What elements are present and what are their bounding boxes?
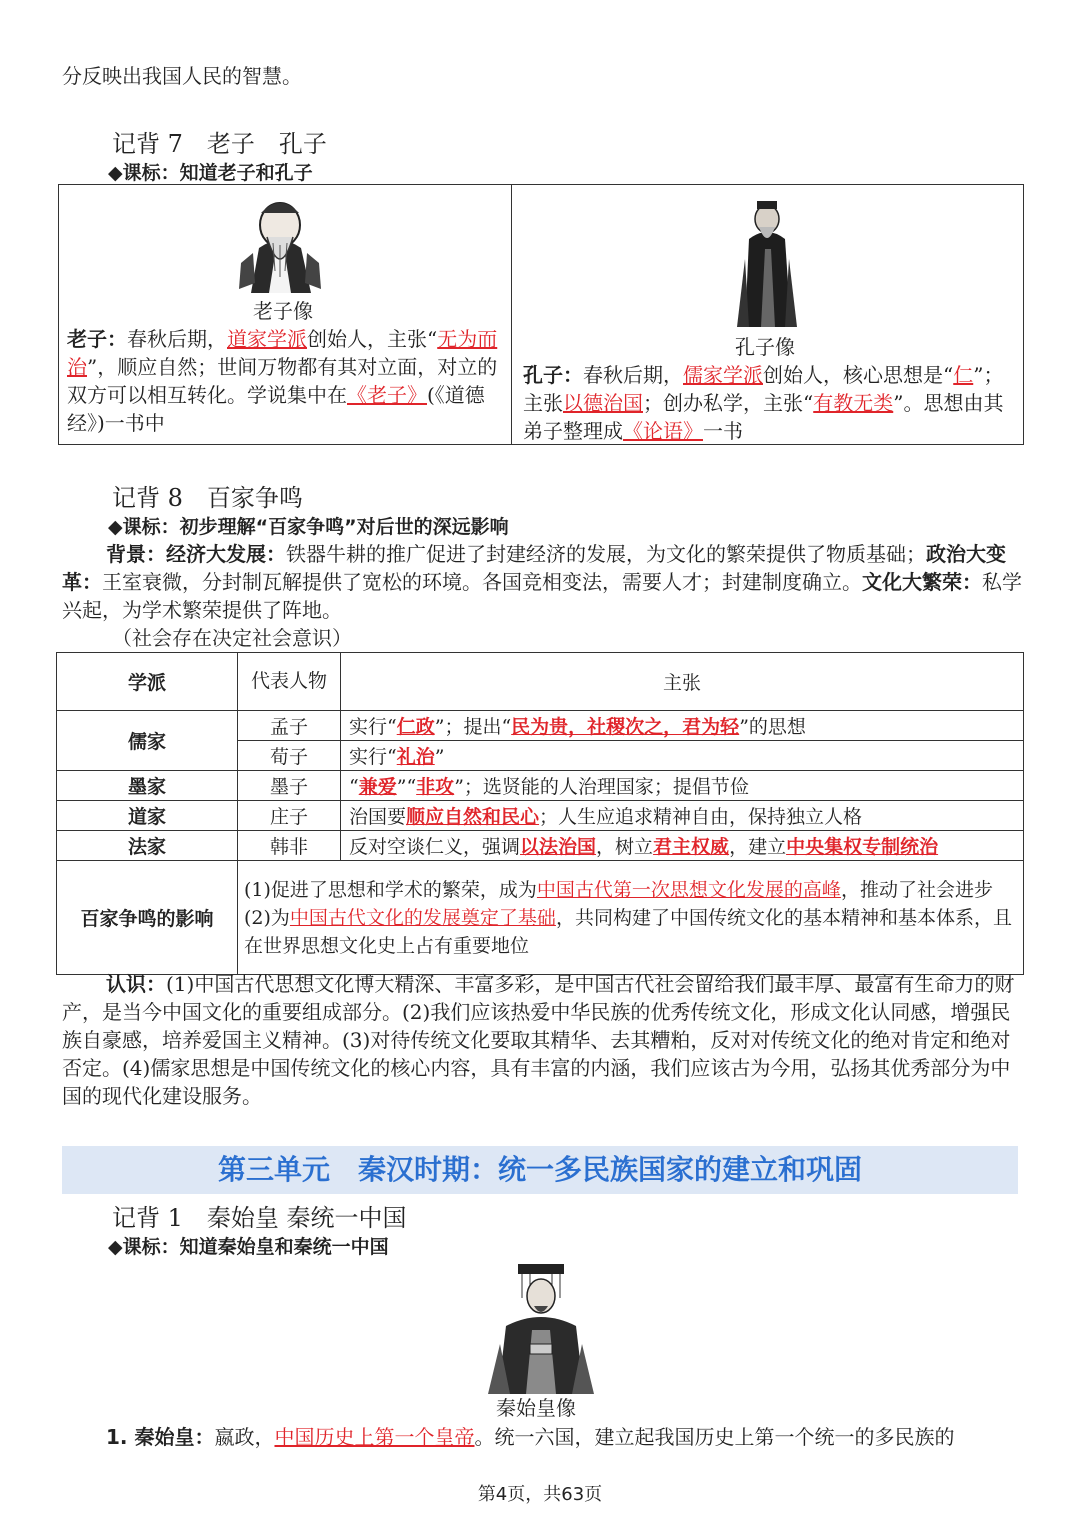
laozi-kongzi-box [58,184,1024,445]
unit-3-section-1-title: 记背 1 秦始皇 秦统一中国 [112,1204,407,1232]
box-divider [511,185,512,444]
unit-3-banner-title: 第三单元 秦汉时期：统一多民族国家的建立和巩固 [217,1153,862,1186]
kongzi-text: 孔子：春秋后期，儒家学派创始人，核心思想是“仁”；主张以德治国；创办私学，主张“有教无类”。思想由其弟子整理成《论语》一书 [523,363,1004,443]
impact-content [238,861,1024,975]
section-7-title: 记背 7 老子 孔子 [112,130,327,158]
page-footer: 第4页，共63页 [477,1484,603,1505]
person-zhuangzi: 庄子 [238,801,341,831]
qinshihuang-caption: 秦始皇像 [496,1396,576,1420]
unit-3-section-1-standard: ◆课标：知道秦始皇和秦统一中国 [108,1236,389,1258]
school-mojia: 墨家 [57,771,238,801]
person-mozi: 墨子 [238,771,341,801]
section-8-standard: ◆课标：初步理解“百家争鸣”对后世的深远影响 [108,516,509,538]
claim-xunzi: 实行“礼治” [341,741,1024,771]
header-claim: 主张 [341,653,1024,711]
claim-mozi: “兼爱”“非攻”；选贤能的人治理国家；提倡节俭 [341,771,1024,801]
claim-mengzi: 实行“仁政”；提出“民为贵，社稷次之，君为轻”的思想 [341,711,1024,741]
person-xunzi: 荀子 [238,741,341,771]
laozi-portrait [231,193,329,295]
unit-3-banner [62,1146,1018,1194]
top-line: 分反映出我国人民的智慧。 [62,64,302,88]
section-8-title: 记背 8 百家争鸣 [112,484,303,512]
kongzi-caption: 孔子像 [735,335,795,359]
school-rujia: 儒家 [57,711,238,771]
section-8-background: 背景：经济大发展：铁器牛耕的推广促进了封建经济的发展，为文化的繁荣提供了物质基础；政治大变革：王室衰微，分封制瓦解提供了宽松的环境。各国竞相变法，需要人才；封建制度确立。文化大繁荣：私学兴起，为学术繁荣提供了阵地。 [62,542,1022,622]
schools-table [56,652,1024,975]
claim-zhuangzi: 治国要顺应自然和民心；人生应追求精神自由，保持独立人格 [341,801,1024,831]
laozi-text: 老子：春秋后期，道家学派创始人，主张“无为而治”，顺应自然；世间万物都有其对立面，对立的双方可以相互转化。学说集中在《老子》(《道德经》)一书中 [67,327,498,435]
section-7-standard: ◆课标：知道老子和孔子 [108,162,313,184]
kongzi-portrait [727,189,807,329]
impact-item-1: (1)促进了思想和学术的繁荣，成为中国古代第一次思想文化发展的高峰，推动了社会进步 [244,878,993,901]
section-8-insight: 认识：(1)中国古代思想文化博大精深、丰富多彩，是中国古代社会留给我们最丰厚、最富有生命力的财产，是当今中国文化的重要组成部分。(2)我们应该热爱中华民族的优秀传统文化，形成文化认同感，增强民族自豪感，培养爱国主义精神。(3)对待传统文化要取其精华、去其糟粕，反对对传统文化的绝对肯定和绝对否定。(4)儒家思想是中国传统文化的核心内容，具有丰富的内涵，我们应该古为今用，弘扬其优秀部分为中国的现代化建设服务。 [62,972,1015,1108]
impact-label: 百家争鸣的影响 [57,861,238,975]
school-fajia: 法家 [57,831,238,861]
school-daojia: 道家 [57,801,238,831]
section-8-note: （社会存在决定社会意识） [112,626,352,650]
header-person: 代表人物 [238,653,341,711]
person-mengzi: 孟子 [238,711,341,741]
qinshihuang-item: 1. 秦始皇：嬴政，中国历史上第一个皇帝。统一六国，建立起我国历史上第一个统一的多民族的 [106,1425,955,1449]
qinshihuang-portrait [484,1260,598,1394]
person-hanfei: 韩非 [238,831,341,861]
claim-hanfei: 反对空谈仁义，强调以法治国，树立君主权威，建立中央集权专制统治 [341,831,1024,861]
laozi-caption: 老子像 [253,299,313,323]
header-school: 学派 [57,653,238,711]
impact-item-2: (2)为中国古代文化的发展奠定了基础，共同构建了中国传统文化的基本精神和基本体系，且在世界思想文化史上占有重要地位 [244,906,1012,957]
